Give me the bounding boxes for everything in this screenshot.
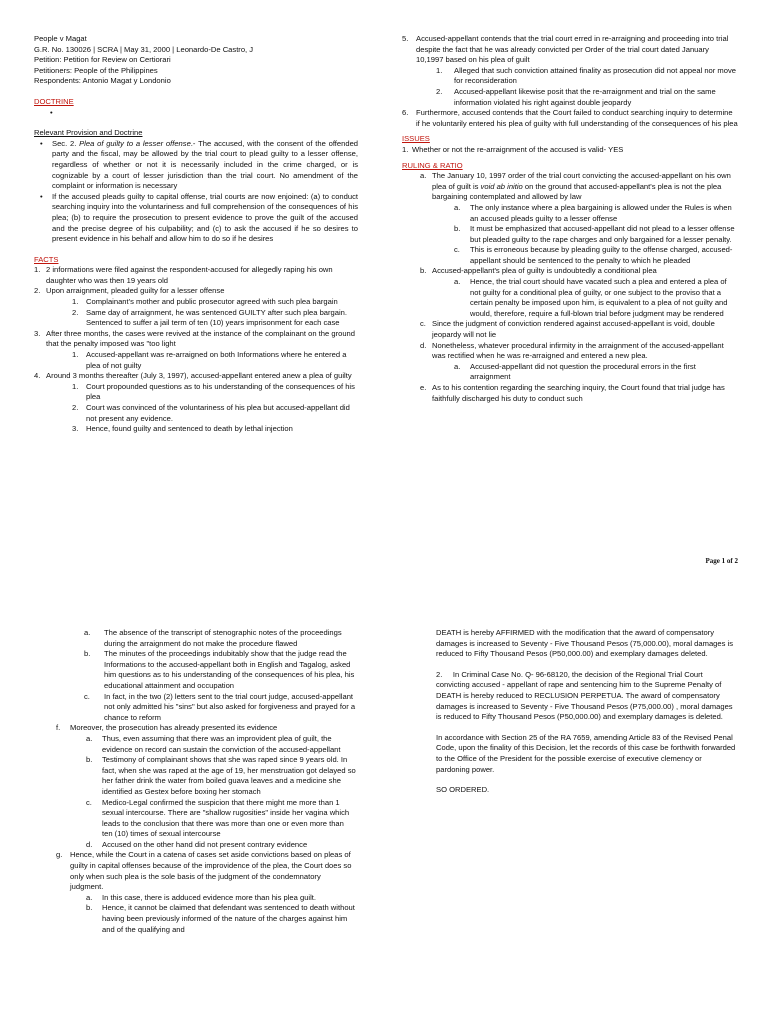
issues-heading: ISSUES	[402, 134, 430, 144]
page-two-right-column	[436, 628, 736, 796]
page-one-left-column	[34, 34, 358, 435]
case-title: People v Magat	[34, 34, 87, 43]
relevant-provision-heading: Relevant Provision and Doctrine	[34, 128, 143, 138]
ruling-item: b. Accused-appellant's plea of guilty is undoubtedly a conditional plea	[420, 266, 657, 276]
searching-inquiry-points	[56, 628, 356, 723]
fact-subitem: 1. Alleged that such conviction attained finality as prosecution did not appeal nor move for reconsideration	[436, 65, 736, 86]
ruling-subitem: b. Hence, it cannot be claimed that defendant was sentenced to death without having been previously informed of the nature of the charges against him and of the qualifying and	[86, 903, 355, 934]
fact-subitem: 1. Court propounded questions as to his understanding of the consequences of his plea	[72, 381, 355, 402]
fact-item: 4. Around 3 months thereafter (July 3, 1997), accused-appellant entered anew a plea of guilty	[34, 371, 352, 381]
ruling-subitem: a. The only instance where a plea bargaining is allowed under the Rules is when an accused pleads guilty to a lesser offense	[454, 202, 732, 223]
case-petition: Petition: Petition for Review on Certiorari	[34, 55, 171, 65]
fact-item: 2. Upon arraignment, pleaded guilty for a lesser offense	[34, 286, 225, 296]
ruling-item: e. As to his contention regarding the searching inquiry, the Court found that trial judge has faithfully discharged his duty to conduct such	[420, 383, 725, 403]
ruling-subitem: c. In fact, in the two (2) letters sent to the trial court judge, accused-appellant not only admitted his "sins" but also asked for forgiveness and prayed for a chance to reform	[84, 691, 356, 722]
disposition-paragraph-3: In accordance with Section 25 of the RA 7659, amending Article 83 of the Revised Penal Code, upon the finality of this Decision, let the records of this case be forthwith forwarded to the Office of the President for the possible exercise of executive clemency or pardoning power.	[436, 732, 736, 774]
issue-item: 1. Whether or not the re-arraignment of the accused is valid- YES	[402, 144, 624, 154]
ruling-subitem: b. It must be emphasized that accused-appellant did not plead to a lesser offense but pleaded guilty to the rape charges and only bargained for a lesser penalty.	[454, 224, 735, 244]
facts-list	[34, 265, 358, 435]
doctrine-empty-bullet: •	[50, 107, 53, 117]
ruling-list	[402, 171, 738, 404]
ruling-item: f. Moreover, the prosecution has already presented its evidence	[56, 723, 278, 733]
so-ordered: SO ORDERED.	[436, 785, 490, 795]
ruling-subitem: a. Accused-appellant did not question the procedural errors in the first arraignment	[454, 361, 696, 382]
ruling-item: a. The January 10, 1997 order of the trial court convicting the accused-appellant on his own plea of guilt is void ab initio on the ground that accused-appellant's plea is not the plea bargaining contemplated and allowed by law	[420, 171, 731, 202]
page-two	[0, 622, 768, 1024]
relevant-item: • If the accused pleads guilty to capital offense, trial courts are now enjoined: (a) to conduct searching inquiry into the voluntariness and full comprehension of the consequences of his plea; (b) to require the prosecution to present evidence to prove the guilt of the accused and the precise degree of his culpability; and (c) to ask the accused if he so desires to present evidence in his behalf and allow him to do so if he desires	[40, 191, 358, 244]
ruling-subitem: b. Testimony of complainant shows that she was raped since 9 years old. In fact, when she was raped at the age of 19, her menstruation got delayed so her father drink the water from boiled guava leaves and a medicine she identified as Gestex before boxing her stomach	[86, 755, 356, 796]
case-respondents: Respondents: Antonio Magat y Londonio	[34, 76, 171, 86]
ruling-item: d. Nonetheless, whatever procedural infirmity in the arraignment of the accused-appellant was rectified when he was re-arraigned and entered a new plea.	[420, 340, 724, 361]
facts-continued-list	[402, 34, 738, 129]
fact-item: 6. Furthermore, accused contends that the Court failed to conduct searching inquiry to determine if he voluntarily entered his plea of guilty with full understanding of the consequences of his plea	[402, 108, 738, 128]
ruling-subitem: d. Accused on the other hand did not present contrary evidence	[86, 839, 308, 849]
page-gap	[0, 582, 768, 622]
fact-subitem: 2. Same day of arraignment, he was sentenced GUILTY after such plea bargain. Sentenced to suffer a jail term of ten (10) years imprisonment for each case	[72, 307, 348, 328]
page-number: Page 1 of 2	[705, 557, 738, 565]
ruling-item: c. Since the judgment of conviction rendered against accused-appellant is void, double jeopardy will not lie	[420, 319, 715, 340]
case-petitioners: Petitioners: People of the Philippines	[34, 65, 158, 75]
ruling-heading: RULING & RATIO	[402, 160, 463, 170]
fact-subitem: 1. Complainant's mother and public prosecutor agreed with such plea bargain	[72, 297, 338, 307]
fact-subitem: 2. Court was convinced of the voluntariness of his plea but accused-appellant did not present any evidence.	[72, 403, 350, 423]
ruling-item: g. Hence, while the Court in a catena of cases set aside convictions based on pleas of guilty in capital offenses because of the improvidence of the plea, the Court does so only when such plea is the sole basis of the judgment of the condemnatory judgment.	[56, 850, 352, 892]
doctrine-heading: DOCTRINE	[34, 96, 74, 106]
ruling-subitem: c. This is erroneous because by pleading guilty to the offense charged, accused-appellant should be sentenced to the penalty to which he pleaded	[454, 245, 733, 265]
ruling-subitem: a. Thus, even assuming that there was an improvident plea of guilt, the evidence on record can sustain the conviction of the accused-appellant	[86, 733, 341, 754]
fact-subitem: 3. Hence, found guilty and sentenced to death by lethal injection	[72, 424, 293, 434]
disposition-paragraph-2: 2. In Criminal Case No. Q- 96-68120, the decision of the Regional Trial Court convicting accused - appellant of rape and sentencing him to the Supreme Penalty of DEATH is hereby reduced to RECLUSION PERPETUA. The award of compensatory damages is increased to Seventy - Five Thousand Pesos (P75,000.00) , moral damages is reduced to Fifty Thousand Pesos (P50,000.00) and exemplary damages is deleted.	[436, 669, 733, 722]
page-two-left-column	[56, 628, 356, 935]
page-one-right-column	[402, 34, 738, 404]
fact-item: 1. 2 informations were filed against the respondent-accused for allegedly raping his own daughter who was then 19 years old	[34, 265, 333, 285]
fact-subitem: 2. Accused-appellant likewise posit that the re-arraignment and trial on the same information violated his right against double jeopardy	[436, 86, 716, 107]
ruling-continued-list	[56, 723, 356, 935]
disposition-paragraph-1: DEATH is hereby AFFIRMED with the modification that the award of compensatory damages is increased to Seventy - Five Thousand Pesos (75,000.00), moral damages is reduced to Fifty Thousand Pesos (P50,000.00) and exemplary damages deleted.	[436, 628, 734, 659]
fact-subitem: 1. Accused-appellant was re-arraigned on both Informations where he entered a plea of not guilty	[72, 350, 347, 370]
case-header	[34, 34, 358, 87]
fact-item: 3. After three months, the cases were revived at the instance of the complainant on the ground that the penalty imposed was "too light	[34, 328, 355, 349]
fact-item: 5. Accused-appellant contends that the trial court erred in re-arraigning and proceeding into trial despite the fact that he was already convicted per Order of the trial court dated January 10,1997 based on his plea of guilt	[402, 34, 729, 65]
ruling-subitem: a. Hence, the trial court should have vacated such a plea and entered a plea of not guilty for a conditional plea of guilty, or one subject to the proviso that a certain penalty be imposed upon him, is equivalent to a plea of not guilty and would, therefore, require a full-blown trial before judgment may be rendered	[454, 277, 728, 318]
ruling-subitem: a. In this case, there is adduced evidence more than his plea guilt.	[86, 892, 317, 902]
ruling-subitem: c. Medico-Legal confirmed the suspicion that there might me more than 1 sexual intercourse. There are "shallow rugosities" inside her vagina which leads to the conclusion that there was more than one or even more than ten (10) times of sexual intercourse	[86, 797, 350, 839]
relevant-item: • Sec. 2. Plea of guilty to a lesser offense.- The accused, with the consent of the offended party and the fiscal, may be allowed by the trial court to plead guilty to a lesser offense, regardless of whether or not it is necessarily included in the crime charged, or is cognizable by a court of lesser jurisdiction than the trial court. No amendment of the complaint or information is necessary	[40, 138, 359, 191]
case-citation: G.R. No. 130026 | SCRA | May 31, 2000 | Leonardo-De Castro, J	[34, 44, 254, 54]
ruling-subitem: a. The absence of the transcript of stenographic notes of the proceedings during the arraignment do not make the procedure flawed	[84, 628, 342, 648]
facts-heading: FACTS	[34, 254, 59, 264]
ruling-subitem: b. The minutes of the proceedings indubitably show that the judge read the Informations to the accused-appellant both in English and Tagalog, asked him questions as to his understanding of the consequences of his plea, his educational attainment and occupation	[84, 649, 355, 690]
